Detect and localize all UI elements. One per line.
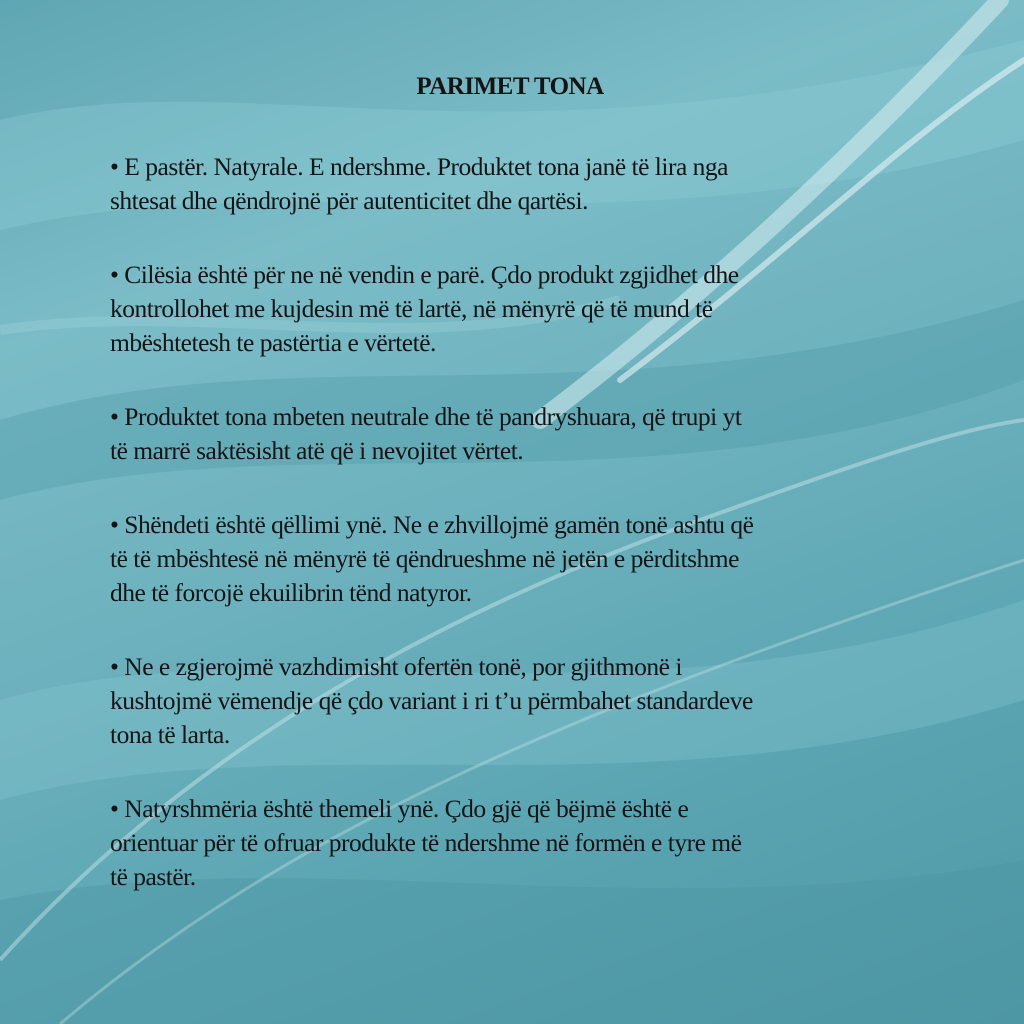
principles-panel <box>110 70 910 934</box>
principle-item: • Produktet tona mbeten neutrale dhe të pandryshuara, që trupi yt të marrë saktësisht atë që i nevojitet vërtet. <box>110 402 742 465</box>
principle-item: • Cilësia është për ne në vendin e parë. Çdo produkt zgjidhet dhe kontrollohet me kujdesin më të lartë, në mënyrë që të mund të mbështetesh te pastërtia e vërtetë. <box>110 260 739 357</box>
page-title: PARIMET TONA <box>416 73 604 100</box>
principle-item: • E pastër. Natyrale. E ndershme. Produktet tona janë të lira nga shtesat dhe qëndrojnë për autenticitet dhe qartësi. <box>110 152 728 215</box>
principle-item: • Ne e zgjerojmë vazhdimisht ofertën tonë, por gjithmonë i kushtojmë vëmendje që çdo variant i ri t’u përmbahet standardeve tona të larta. <box>110 652 753 749</box>
principles-list <box>110 150 910 894</box>
principle-item: • Natyrshmëria është themeli ynë. Çdo gjë që bëjmë është e orientuar për të ofruar produkte të ndershme në formën e tyre më të pastër. <box>110 794 742 891</box>
principle-item: • Shëndeti është qëllimi ynë. Ne e zhvillojmë gamën tonë ashtu që të të mbështesë në mënyrë të qëndrueshme në jetën e përditshme dhe të forcojë ekuilibrin tënd natyror. <box>110 510 754 607</box>
